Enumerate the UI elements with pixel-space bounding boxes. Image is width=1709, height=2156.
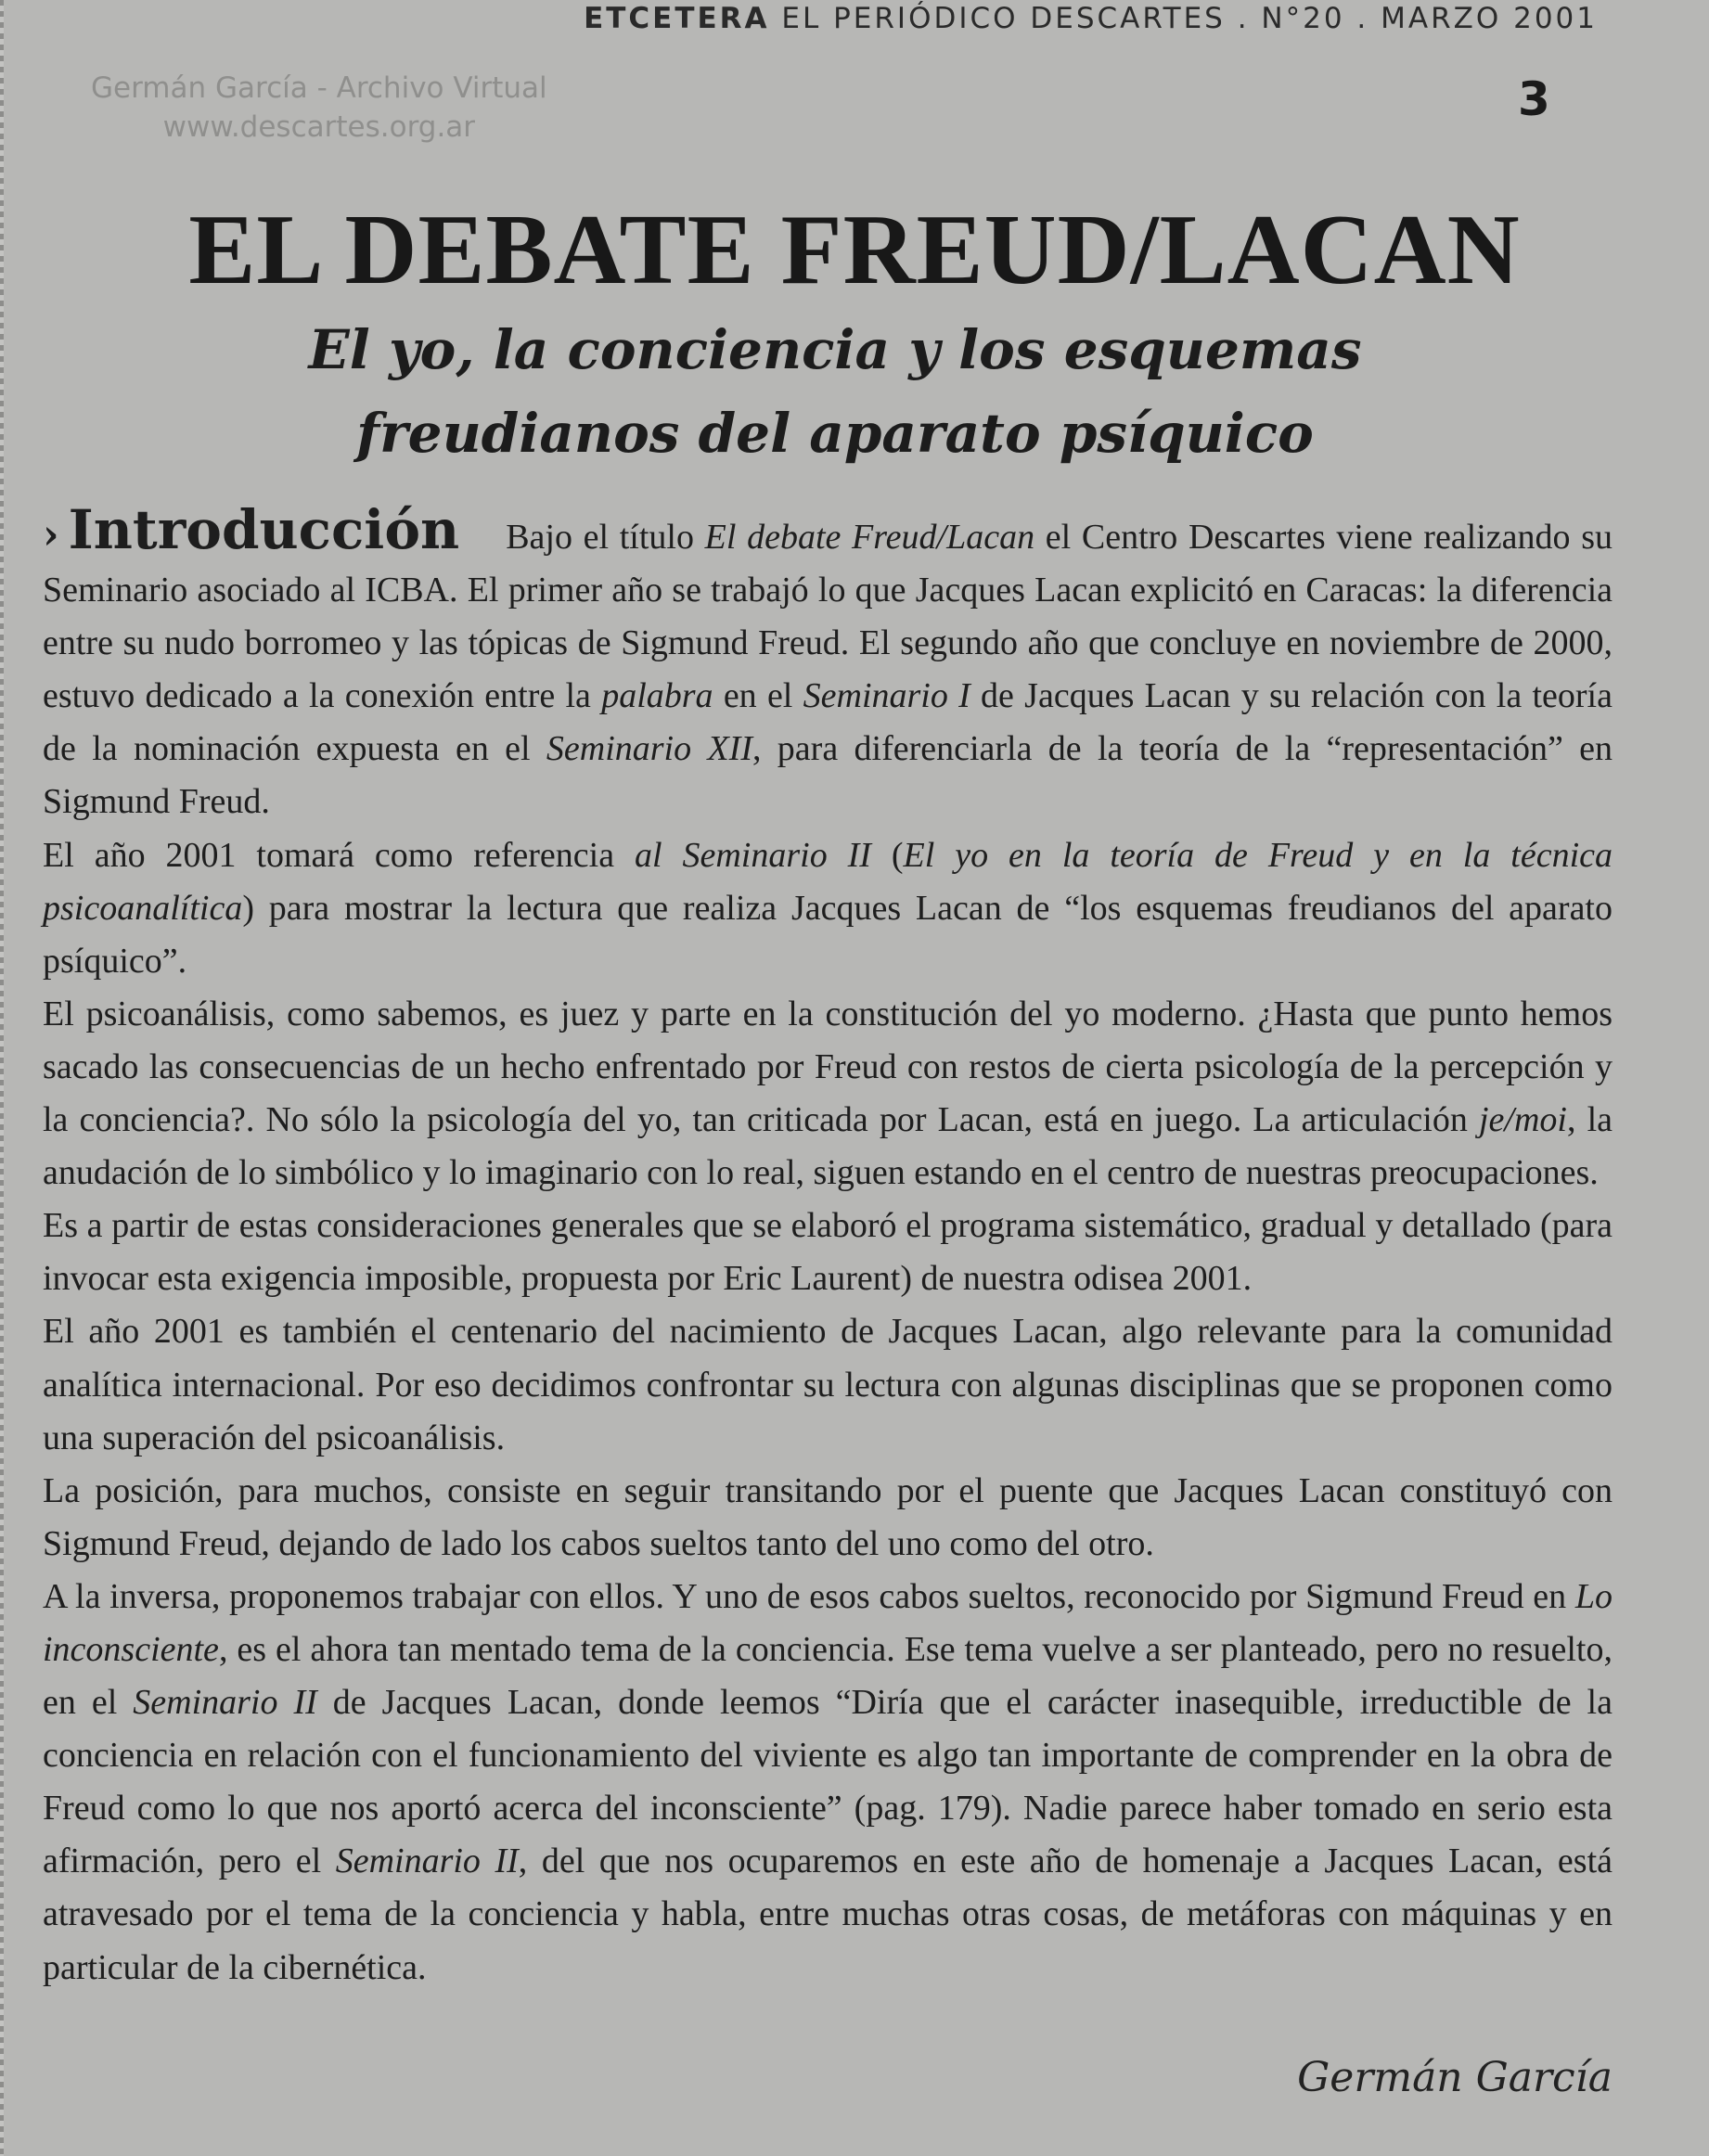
p1-title-ref: El debate Freud/Lacan [704,518,1035,557]
p1-seminario-i: Seminario I [803,676,970,716]
article-body [43,498,1613,1995]
p2-text-e: ) para mostrar la lectura que realiza Jacques Lacan de “los esquemas freudianos del aparato psíquico”. [43,888,1613,981]
paragraph-4: Es a partir de estas consideraciones generales que se elaboró el programa sistemático, gradual y detallado (para invocar esta exigencia imposible, propuesta por Eric Laurent) de nuestra odisea 2001. [43,1206,1613,1299]
paragraph-1 [43,498,1613,829]
archive-url: www.descartes.org.ar [162,110,476,144]
intro-heading-text: Introducción [68,498,460,561]
paragraph-2 [43,829,1613,988]
p1-word-palabra: palabra [601,676,713,716]
p7-seminario-ii-a: Seminario II [133,1683,317,1723]
p1-text-c: el Centro Descartes viene realizando su Seminario asociado al ICBA. El primer año se trabajó lo que Jacques Lacan explicitó en Caracas: la diferencia entre su nudo borromeo y las tópicas de Sigmund Freud. El segundo año que concluye en noviembre de 2000, estuvo dedicado a la conexión entre la [43,518,1613,716]
p1-text-a: Bajo el título [506,518,705,557]
p7-text-c: , es el ahora tan mentado tema de la conciencia. Ese tema vuelve a ser planteado, pero no resuelto, en el [43,1629,1613,1723]
article-title: EL DEBATE FREUD/LACAN [188,195,1521,305]
p1-text-g: de Jacques Lacan y su relación con la teoría de la nominación expuesta en el [43,676,1613,769]
masthead [584,2,1598,35]
intro-heading [43,498,459,561]
masthead-issue: EL PERIÓDICO DESCARTES . N°20 . MARZO 2001 [769,2,1598,35]
p1-text-e: en el [713,676,803,716]
intro-marker: › [43,511,59,558]
subtitle-line-2: freudianos del aparato psíquico [356,402,1314,465]
author-signature: Germán García [1297,2054,1613,2101]
p2-text-c: ( [870,835,904,875]
p2-text-a: El año 2001 tomará como referencia [43,835,635,875]
p3-text-a: El psicoanálisis, como sabemos, es juez y parte en la constitución del yo moderno. ¿Hasta que punto hemos sacado las consecuencias de un hecho enfrentado por Freud con restos de cierta psicología de la percepción y la conciencia?. No sólo la psicología del yo, tan criticada por Lacan, está en juego. La articulación [43,994,1613,1140]
subtitle-line-1: El yo, la conciencia y los esquemas [308,318,1362,381]
p3-text-c: , la anudación de lo simbólico y lo imaginario con lo real, siguen estando en el centro de nuestras preocupaciones. [43,1100,1613,1193]
archive-watermark [91,69,547,147]
p7-seminario-ii-b: Seminario II [335,1842,519,1881]
p1-text-i: , para diferenciarla de la teoría de la “representación” en Sigmund Freud. [43,729,1613,822]
p7-text-a: A la inversa, proponemos trabajar con ellos. Y uno de esos cabos sueltos, reconocido por Sigmund Freud en [43,1576,1575,1616]
article-subtitle [0,308,1670,475]
archive-title: Germán García - Archivo Virtual [91,71,547,105]
masthead-brand: ETCETERA [584,2,770,35]
p7-text-g: , del que nos ocuparemos en este año de homenaje a Jacques Lacan, está atravesado por el tema de la conciencia y habla, entre muchas otras cosas, de metáforas con máquinas y en particular de la cibernética. [43,1842,1613,1987]
p2-book-title: El yo en la teoría de Freud y en la técnica psicoanalítica [43,835,1613,928]
page-number: 3 [1518,72,1550,126]
paragraph-7 [43,1571,1613,1995]
p7-lo-inconsciente: Lo inconsciente [43,1576,1613,1669]
p7-text-e: de Jacques Lacan, donde leemos “Diría que el carácter inasequible, irreductible de la conciencia en relación con el funcionamiento del viviente es algo tan importante de comprender en la obra de Freud como lo que nos aportó acerca del inconsciente” (pag. 179). Nadie parece haber tomado en serio esta afirmación, pero el [43,1683,1613,1881]
p3-je-moi: je/moi [1478,1100,1567,1140]
paragraph-5: El año 2001 es también el centenario del nacimiento de Jacques Lacan, algo relevante para la comunidad analítica internacional. Por eso decidimos confrontar su lectura con algunas disciplinas que se proponen como una superación del psicoanálisis. [43,1312,1613,1457]
p1-seminario-xii: Seminario XII [546,729,752,769]
p2-seminario-ii: al Seminario II [635,835,871,875]
paragraph-3 [43,988,1613,1200]
paragraph-6: La posición, para muchos, consiste en seguir transitando por el puente que Jacques Lacan constituyó con Sigmund Freud, dejando de lado los cabos sueltos tanto del uno como del otro. [43,1470,1613,1563]
